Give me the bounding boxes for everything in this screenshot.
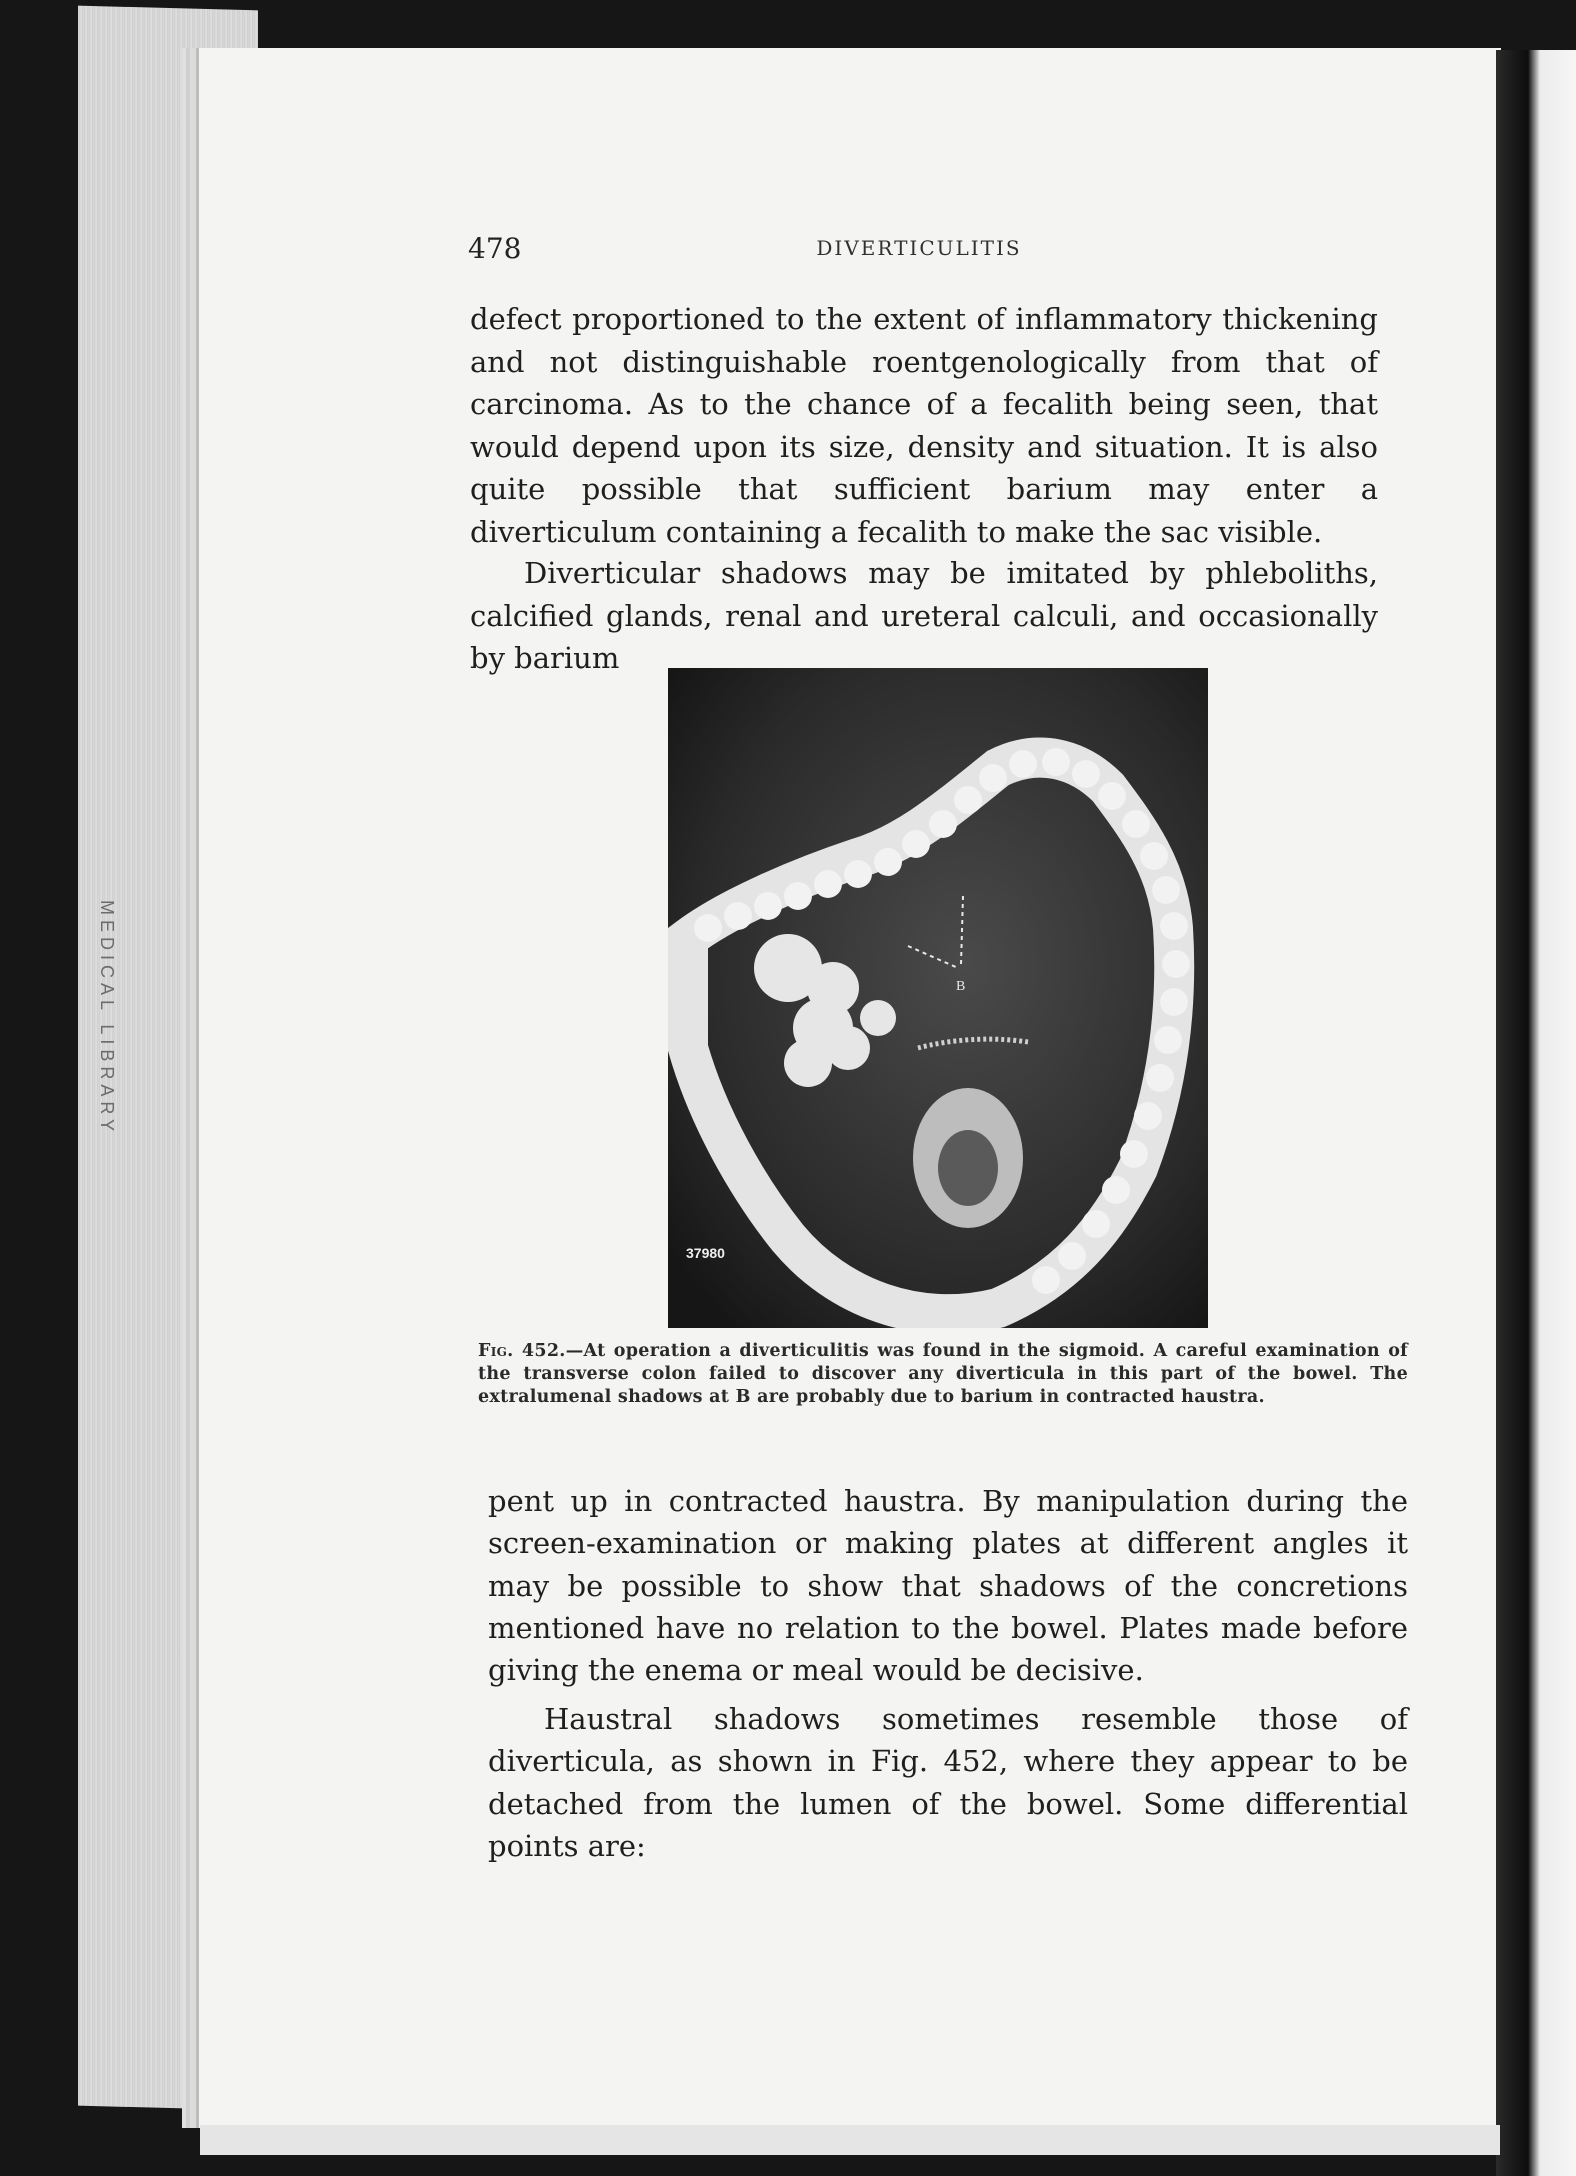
figure-marker-b: B xyxy=(956,979,966,994)
page-header xyxy=(468,232,1370,272)
xray-figure xyxy=(668,668,1208,1328)
figure-caption-text: —At operation a diverticulitis was found in the sigmoid. A careful examination of the transverse colon failed to discover any diverticula in this part of the bowel. The extralumenal shadows at B are probably due to barium in contracted haustra. xyxy=(478,1341,1408,1407)
page-bottom-edge xyxy=(200,2125,1500,2155)
paragraph-1: defect proportioned to the extent of inflammatory thickening and not distinguishable roentgenologically from that of carcinoma. As to the chance of a fecalith being seen, that would depend upon its size, density and situation. It is also quite possible that sufficient barium may enter a diverticulum containing a fecalith to make the sac visible. xyxy=(470,302,1378,549)
plate-number: 37980 xyxy=(686,1245,725,1261)
running-head: DIVERTICULITIS xyxy=(816,236,1022,260)
paragraph-3: pent up in contracted haustra. By manipulation during the screen-examination or making plates at different angles it may be possible to show that shadows of the concretions mentioned have no relation to the bowel. Plates made before giving the enema or meal would be decisive. xyxy=(488,1484,1408,1688)
xray-image xyxy=(668,668,1208,1328)
paragraph-4: Haustral shadows sometimes resemble those of diverticula, as shown in Fig. 452, where they appear to be detached from the lumen of the bowel. Some differential points are: xyxy=(488,1702,1408,1863)
page-number: 478 xyxy=(468,232,522,265)
figure-label: Fig. 452. xyxy=(478,1341,566,1361)
paragraph-2: Diverticular shadows may be imitated by phleboliths, calcified glands, renal and ureteral calculi, and occasionally by barium xyxy=(470,556,1378,676)
book-gutter-right xyxy=(1496,50,1576,2176)
figure-caption xyxy=(478,1340,1408,1409)
library-stamp: MEDICAL LIBRARY xyxy=(97,900,117,1137)
